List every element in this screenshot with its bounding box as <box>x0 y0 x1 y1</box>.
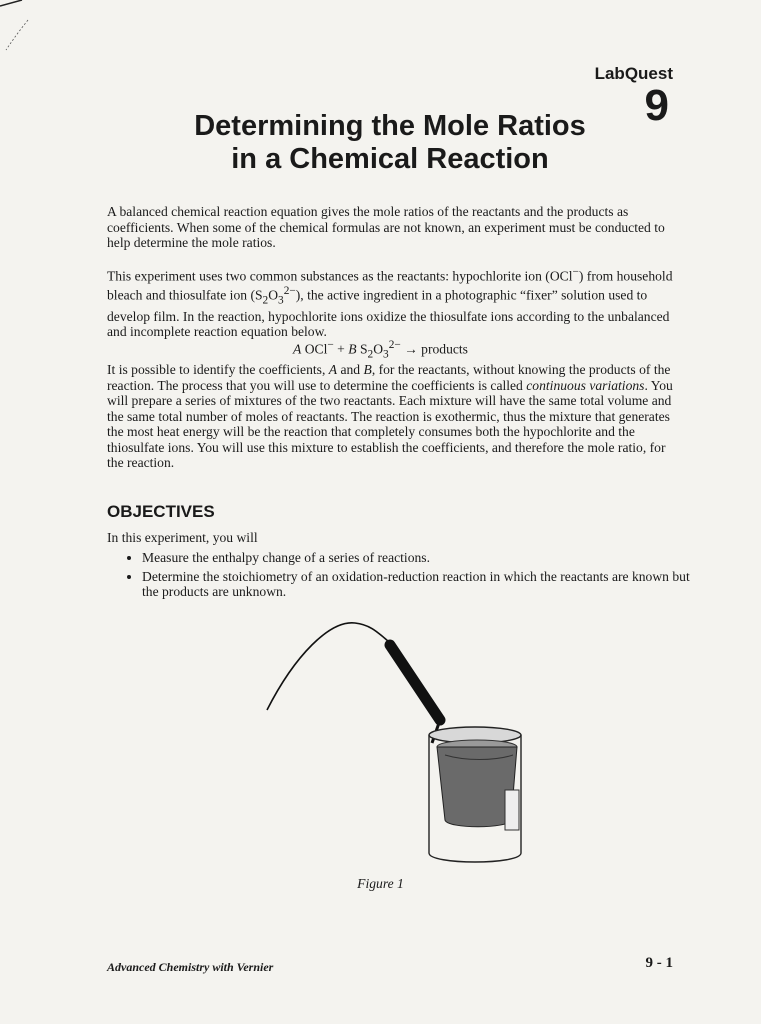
footer-book-title: Advanced Chemistry with Vernier <box>107 960 274 974</box>
eq-arrow: → <box>400 341 422 357</box>
subscript: 2 <box>262 294 269 307</box>
superscript: − <box>572 266 579 278</box>
coefficient-b: B <box>348 341 357 357</box>
paragraph-method <box>107 362 675 471</box>
subscript: 3 <box>278 294 284 307</box>
lab-number: 9 <box>644 81 669 130</box>
italic-term: continuous variations <box>526 377 645 393</box>
beaker-label <box>505 790 519 830</box>
eq-text: S <box>356 341 368 357</box>
lab-label: LabQuest <box>594 64 673 83</box>
eq-text: OCl <box>301 341 328 357</box>
eq-text: products <box>421 341 468 357</box>
coefficient-a: A <box>293 341 302 357</box>
reaction-equation <box>0 339 761 360</box>
figure-caption: Figure 1 <box>357 876 404 891</box>
text-run: It is possible to identify the coefficients, <box>107 362 329 377</box>
probe-handle <box>390 645 440 720</box>
superscript: 2− <box>388 339 401 351</box>
eq-text: + <box>333 341 349 357</box>
paragraph-reactants <box>107 265 675 340</box>
superscript: 2− <box>283 285 296 298</box>
list-item: • Determine the stoichiometry of an oxidation-reduction reaction in which the reactants are known but the products are unknown. <box>142 569 692 600</box>
subscript: 3 <box>383 348 389 361</box>
section-heading-objectives: OBJECTIVES <box>107 502 215 521</box>
figure-temperature-probe-in-cup <box>255 615 525 875</box>
superscript: − <box>327 339 334 351</box>
paragraph-intro: A balanced chemical reaction equation gives the mole ratios of the reactants and the products as coefficients. When some of the chemical formulas are not known, an experiment must be conducted to help determine the mole ratios. <box>107 204 665 250</box>
title-line-2: in a Chemical Reaction <box>231 143 549 175</box>
text-run: ), the active ingredient in a photographic “fixer” solution used to develop film. In the reaction, hypochlorite ions oxidize the thiosulfate ions according to the unbalanced and incomplete reaction equation below. <box>107 287 670 340</box>
text-run: , for the reactants, without knowing the products of the reaction. The process that you will use to determine the coefficients is called <box>107 362 671 393</box>
objectives-intro: In this experiment, you will <box>107 530 258 545</box>
text-run: ) from household bleach and thiosulfate ion (S <box>107 268 673 303</box>
italic-run: B <box>363 362 372 377</box>
footer-page-number: 9 - 1 <box>645 955 673 971</box>
page-title <box>150 110 630 176</box>
corner-scan-mark <box>0 0 40 60</box>
title-line-1: Determining the Mole Ratios <box>194 110 586 142</box>
eq-text: O <box>373 341 384 357</box>
text-run: This experiment uses two common substances as the reactants: hypochlorite ion (OCl <box>107 268 573 284</box>
text-run: O <box>268 287 279 303</box>
text-run: and <box>337 362 364 377</box>
subscript: 2 <box>367 348 374 361</box>
italic-run: A <box>328 362 338 377</box>
probe-cable <box>267 623 395 710</box>
objectives-list <box>128 550 692 603</box>
text-run: . You will prepare a series of mixtures of the two reactants. Each mixture will have the same total volume and the same total number of moles of reactants. The reaction is exothermic, thus the mixture that generates the most heat energy will be the reaction that completely consumes both the hypochlorite and the thiosulfate ions. You will use this mixture to establish the coefficients, and therefore the mole ratio, for the reaction. <box>107 377 673 470</box>
list-item: • Measure the enthalpy change of a series of reactions. <box>142 550 692 566</box>
